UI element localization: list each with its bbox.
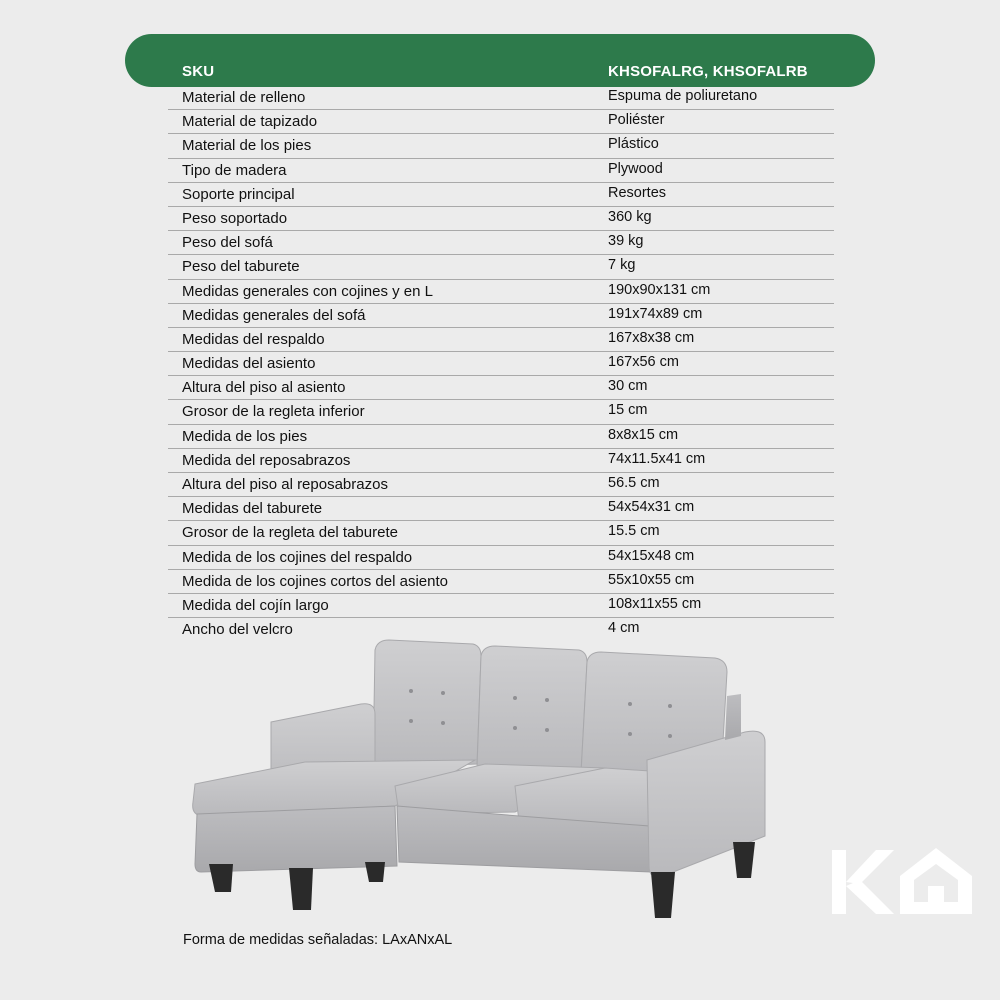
spec-key: Peso soportado <box>182 209 288 227</box>
spec-row <box>168 86 834 110</box>
spec-value: 108x11x55 cm <box>608 595 702 612</box>
spec-row <box>168 546 834 570</box>
spec-value: 167x8x38 cm <box>608 329 695 346</box>
spec-key: Material de los pies <box>182 137 312 155</box>
spec-key: Medidas del taburete <box>182 500 323 518</box>
spec-row <box>168 110 834 134</box>
spec-key: Medida de los pies <box>182 427 308 445</box>
spec-value: 56.5 cm <box>608 475 660 491</box>
spec-row <box>168 304 834 328</box>
spec-value: 8x8x15 cm <box>608 426 679 443</box>
spec-value: 4 cm <box>608 620 640 637</box>
spec-value: Plástico <box>608 136 659 153</box>
spec-row <box>168 570 834 594</box>
spec-row <box>168 497 834 521</box>
spec-key: Medidas del respaldo <box>182 330 325 348</box>
spec-row <box>168 400 834 424</box>
spec-value: 55x10x55 cm <box>608 571 695 588</box>
spec-key: Medida de los cojines cortos del asiento <box>182 572 448 590</box>
spec-key: Medidas generales con cojines y en L <box>182 282 433 300</box>
spec-key: Grosor de la regleta del taburete <box>182 524 398 542</box>
spec-value: Resortes <box>608 184 667 201</box>
spec-value: 15 cm <box>608 402 648 419</box>
spec-row <box>168 280 834 304</box>
spec-key: Medida de los cojines del respaldo <box>182 548 413 566</box>
sofa-image <box>185 636 775 926</box>
spec-row <box>168 594 834 618</box>
spec-key: Material de tapizado <box>182 113 318 131</box>
spec-row <box>168 473 834 497</box>
spec-key: Peso del taburete <box>182 258 300 276</box>
spec-row <box>168 183 834 207</box>
spec-row <box>168 352 834 376</box>
spec-row <box>168 207 834 231</box>
spec-row <box>168 376 834 400</box>
spec-value: 15.5 cm <box>608 523 660 540</box>
spec-value: 191x74x89 cm <box>608 305 703 322</box>
spec-row <box>168 328 834 352</box>
spec-key: Altura del piso al reposabrazos <box>182 476 388 493</box>
spec-table <box>168 86 834 641</box>
spec-key: Grosor de la regleta inferior <box>182 403 365 421</box>
header-key: SKU <box>182 63 215 80</box>
spec-row <box>168 425 834 449</box>
spec-key: Tipo de madera <box>182 161 287 179</box>
measurement-footnote: Forma de medidas señaladas: LAxANxAL <box>183 932 453 948</box>
spec-row <box>168 159 834 183</box>
spec-key: Medidas generales del sofá <box>182 306 366 324</box>
spec-row <box>168 134 834 158</box>
spec-value: 7 kg <box>608 257 636 274</box>
spec-value: Plywood <box>608 160 663 177</box>
spec-row <box>168 449 834 473</box>
spec-value: 30 cm <box>608 378 648 395</box>
spec-key: Medida del cojín largo <box>182 596 329 614</box>
spec-value: 167x56 cm <box>608 354 679 371</box>
spec-value: 360 kg <box>608 208 652 225</box>
kh-logo <box>830 846 972 916</box>
spec-value: 54x15x48 cm <box>608 547 695 564</box>
spec-key: Soporte principal <box>182 185 295 203</box>
header-value: KHSOFALRG, KHSOFALRB <box>608 63 808 80</box>
spec-value: 39 kg <box>608 233 644 250</box>
spec-value: Poliéster <box>608 112 665 129</box>
spec-value: 74x11.5x41 cm <box>608 450 706 467</box>
spec-key: Altura del piso al asiento <box>182 379 346 397</box>
spec-key: Medidas del asiento <box>182 355 316 373</box>
spec-key: Ancho del velcro <box>182 621 293 639</box>
spec-key: Peso del sofá <box>182 234 273 252</box>
spec-value: Espuma de poliuretano <box>608 88 758 104</box>
spec-key: Medida del reposabrazos <box>182 451 351 469</box>
spec-value: 190x90x131 cm <box>608 281 711 298</box>
spec-table-header <box>125 34 875 87</box>
spec-row <box>168 521 834 545</box>
spec-row <box>168 231 834 255</box>
spec-row <box>168 255 834 279</box>
spec-value: 54x54x31 cm <box>608 499 695 516</box>
spec-key: Material de relleno <box>182 89 306 106</box>
